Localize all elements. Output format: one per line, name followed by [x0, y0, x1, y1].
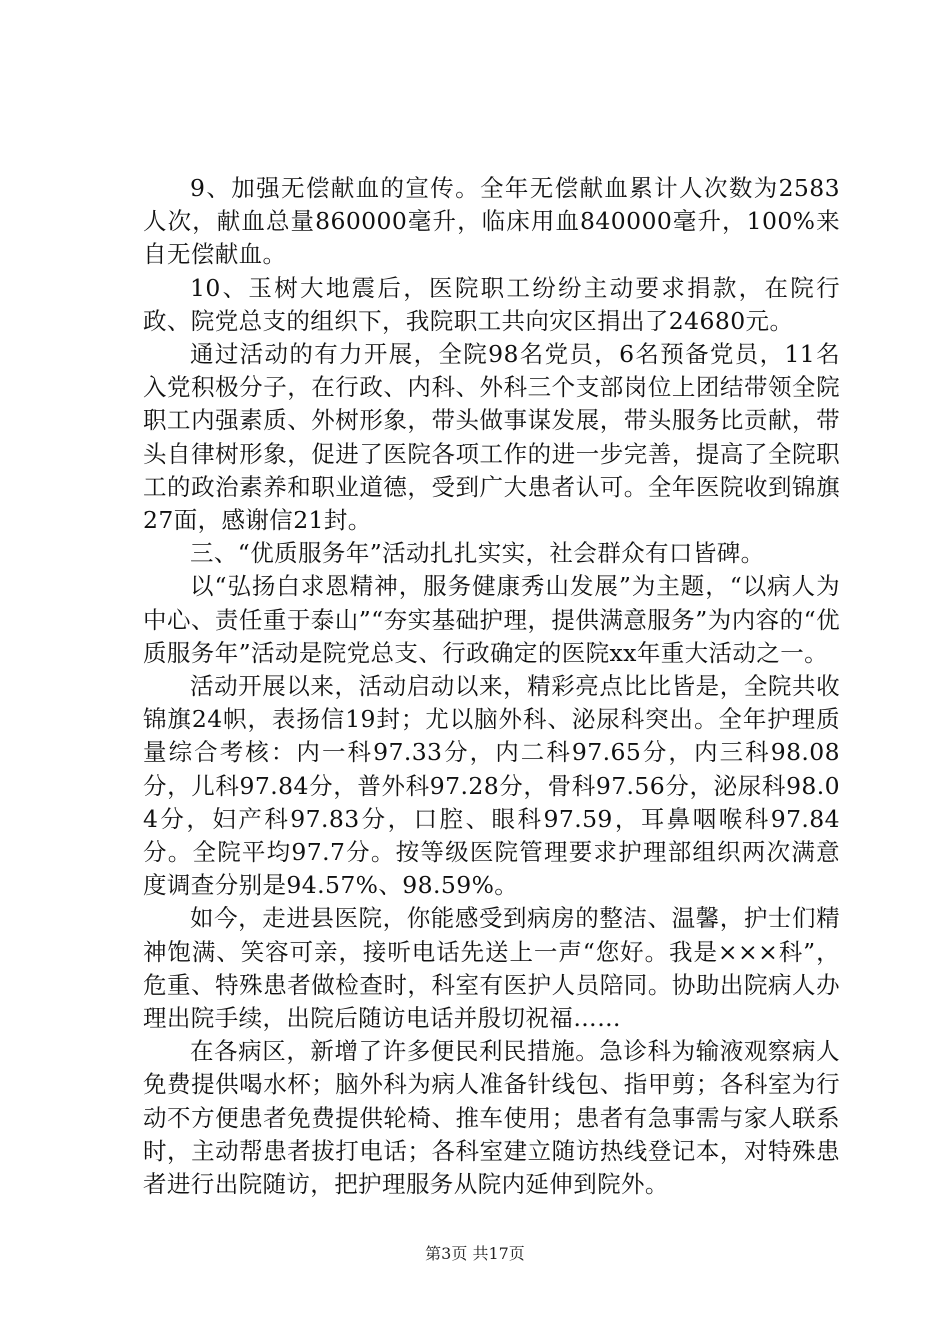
paragraph-ward-atmosphere: 如今，走进县医院，你能感受到病房的整洁、温馨，护士们精神饱满、笑容可亲，接听电话先送上一声“您好。我是×××科”，危重、特殊患者做检查时，科室有医护人员陪同。协助出院病人办理出院手续，出院后随访电话并殷切祝福…… — [143, 904, 840, 1033]
page-number-footer: 第3页 共17页 — [425, 1244, 525, 1263]
paragraph-earthquake-donation: 10、玉树大地震后，医院职工纷纷主动要求捐款，在院行政、院党总支的组织下，我院职工共向灾区捐出了24680元。 — [143, 273, 840, 335]
paragraph-blood-donation: 9、加强无偿献血的宣传。全年无偿献血累计人次数为2583人次，献血总量860000毫升，临床用血840000毫升，100%来自无偿献血。 — [143, 174, 840, 269]
paragraph-convenience-measures: 在各病区，新增了许多便民利民措施。急诊科为输液观察病人免费提供喝水杯；脑外科为病人准备针线包、指甲剪；各科室为行动不方便患者免费提供轮椅、推车使用；患者有急事需与家人联系时，主动帮患者拔打电话；各科室建立随访热线登记本，对特殊患者进行出院随访，把护理服务从院内延伸到院外。 — [143, 1037, 840, 1199]
paragraph-nursing-scores: 活动开展以来，活动启动以来，精彩亮点比比皆是，全院共收锦旗24帜，表扬信19封；尤以脑外科、泌尿科突出。全年护理质量综合考核：内一科97.33分，内二科97.65分，内三科98.08分，儿科97.84分，普外科97.28分，骨科97.56分，泌尿科98.04分，妇产科97.83分，口腔、眼科97.59，耳鼻咽喉科97.84分。全院平均97.7分。按等级医院管理要求护理部组织两次满意度调查分别是94.57%、98.59%。 — [143, 672, 840, 900]
document-body — [143, 172, 840, 1201]
paragraph-party-members: 通过活动的有力开展，全院98名党员，6名预备党员，11名入党积极分子，在行政、内科、外科三个支部岗位上团结带领全院职工内强素质、外树形象，带头做事谋发展，带头服务比贡献，带头自律树形象，促进了医院各项工作的进一步完善，提高了全院职工的政治素养和职业道德，受到广大患者认可。全年医院收到锦旗27面，感谢信21封。 — [143, 340, 840, 535]
section-heading-quality-service: 三、“优质服务年”活动扎扎实实，社会群众有口皆碑。 — [190, 539, 765, 568]
paragraph-activity-theme: 以“弘扬白求恩精神，服务健康秀山发展”为主题，“以病人为中心、责任重于泰山”“夯实基础护理，提供满意服务”为内容的“优质服务年”活动是院党总支、行政确定的医院xx年重大活动之一。 — [143, 572, 840, 667]
